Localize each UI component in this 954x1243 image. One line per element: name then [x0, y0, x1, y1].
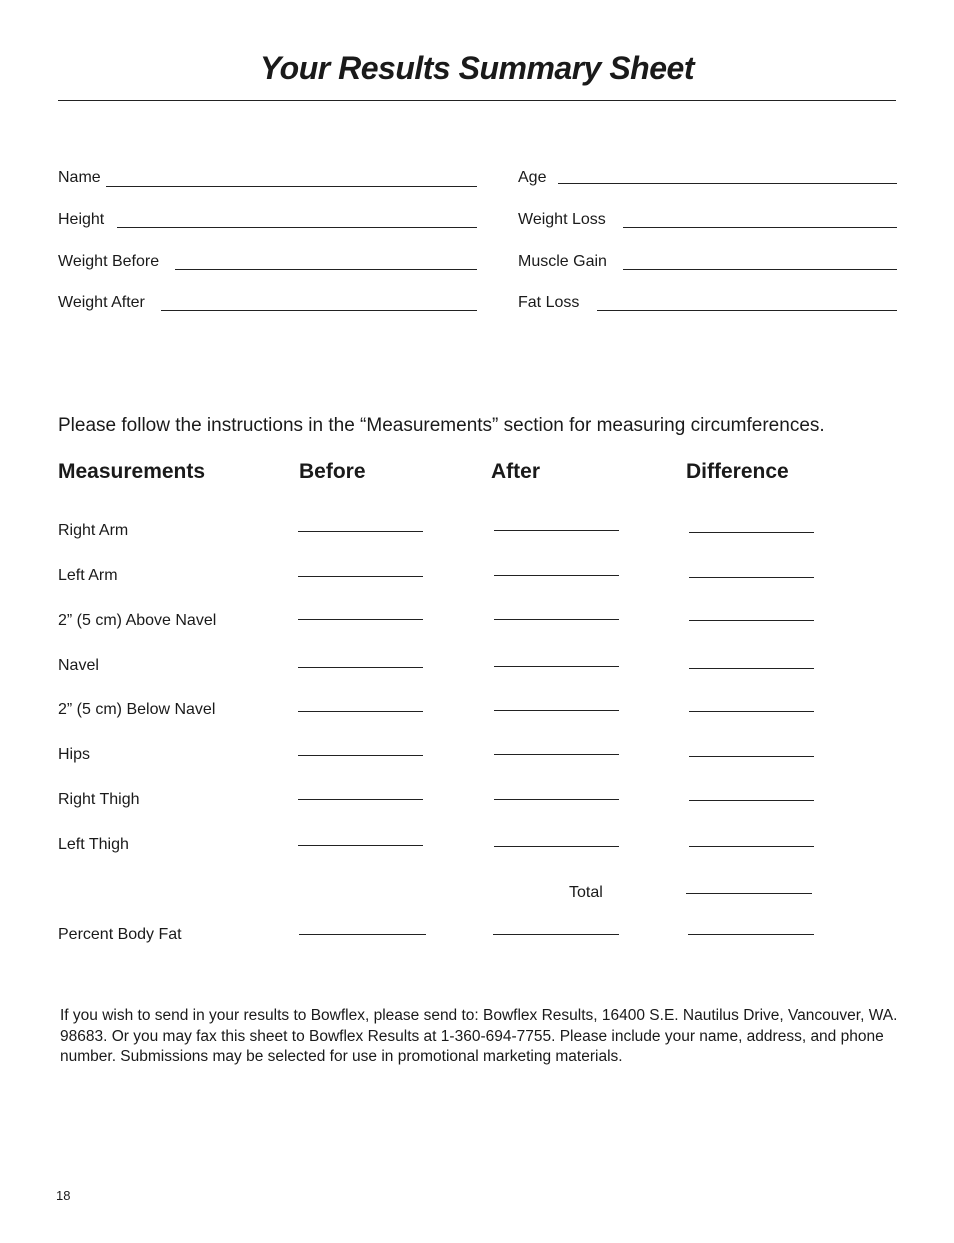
weight-after-label: Weight After	[58, 294, 145, 311]
navel-difference-field[interactable]	[689, 668, 814, 669]
submission-instructions: If you wish to send in your results to Bowflex, please send to: Bowflex Results, 16400 S.E. Nautilus Drive, Vancouver, WA. 98683. Or you may fax this sheet to Bowflex Results at 1-360-694-7755. Please include your name, address, and phone number. Submissions may be selected for use in promotional marketing materials.	[60, 1007, 898, 1065]
above-navel-after-field[interactable]	[494, 619, 619, 620]
row-label-right-arm: Right Arm	[58, 522, 129, 539]
hips-difference-field[interactable]	[689, 756, 814, 757]
name-label: Name	[58, 169, 101, 186]
left-thigh-before-field[interactable]	[298, 845, 423, 846]
row-label-navel: Navel	[58, 657, 99, 674]
weight-after-field[interactable]	[161, 310, 477, 311]
body-fat-difference-field[interactable]	[688, 934, 814, 935]
weight-before-field[interactable]	[175, 269, 477, 270]
row-label-below-navel: 2” (5 cm) Below Navel	[58, 701, 216, 718]
measurement-instructions: Please follow the instructions in the “Measurements” section for measuring circumferences.	[58, 415, 825, 436]
weight-before-label: Weight Before	[58, 253, 160, 270]
weight-loss-field[interactable]	[623, 227, 897, 228]
age-label: Age	[518, 169, 547, 186]
above-navel-before-field[interactable]	[298, 619, 423, 620]
hips-after-field[interactable]	[494, 754, 619, 755]
row-label-left-thigh: Left Thigh	[58, 836, 129, 853]
header-measurements: Measurements	[58, 460, 206, 483]
header-before: Before	[299, 460, 366, 483]
navel-after-field[interactable]	[494, 666, 619, 667]
right-arm-difference-field[interactable]	[689, 532, 814, 533]
below-navel-difference-field[interactable]	[689, 711, 814, 712]
total-field[interactable]	[686, 893, 812, 894]
total-label: Total	[569, 884, 603, 901]
weight-loss-label: Weight Loss	[518, 211, 606, 228]
left-thigh-difference-field[interactable]	[689, 846, 814, 847]
body-fat-after-field[interactable]	[493, 934, 619, 935]
navel-before-field[interactable]	[298, 667, 423, 668]
title-divider	[58, 100, 896, 101]
right-thigh-difference-field[interactable]	[689, 800, 814, 801]
left-thigh-after-field[interactable]	[494, 846, 619, 847]
row-label-left-arm: Left Arm	[58, 567, 118, 584]
muscle-gain-label: Muscle Gain	[518, 253, 607, 270]
row-label-above-navel: 2” (5 cm) Above Navel	[58, 612, 217, 629]
muscle-gain-field[interactable]	[623, 269, 897, 270]
header-after: After	[491, 460, 541, 483]
row-label-hips: Hips	[58, 746, 91, 763]
above-navel-difference-field[interactable]	[689, 620, 814, 621]
header-difference: Difference	[686, 460, 789, 483]
below-navel-after-field[interactable]	[494, 710, 619, 711]
below-navel-before-field[interactable]	[298, 711, 423, 712]
right-thigh-after-field[interactable]	[494, 799, 619, 800]
left-arm-difference-field[interactable]	[689, 577, 814, 578]
hips-before-field[interactable]	[298, 755, 423, 756]
body-fat-before-field[interactable]	[299, 934, 426, 935]
age-field[interactable]	[558, 183, 897, 184]
height-field[interactable]	[117, 227, 477, 228]
right-arm-after-field[interactable]	[494, 530, 619, 531]
left-arm-after-field[interactable]	[494, 575, 619, 576]
page-title: Your Results Summary Sheet	[260, 50, 694, 86]
right-thigh-before-field[interactable]	[298, 799, 423, 800]
fat-loss-field[interactable]	[597, 310, 897, 311]
right-arm-before-field[interactable]	[298, 531, 423, 532]
row-label-right-thigh: Right Thigh	[58, 791, 140, 808]
left-arm-before-field[interactable]	[298, 576, 423, 577]
percent-body-fat-label: Percent Body Fat	[58, 926, 182, 943]
height-label: Height	[58, 211, 105, 228]
fat-loss-label: Fat Loss	[518, 294, 580, 311]
name-field[interactable]	[106, 186, 477, 187]
page-number: 18	[56, 1188, 71, 1203]
